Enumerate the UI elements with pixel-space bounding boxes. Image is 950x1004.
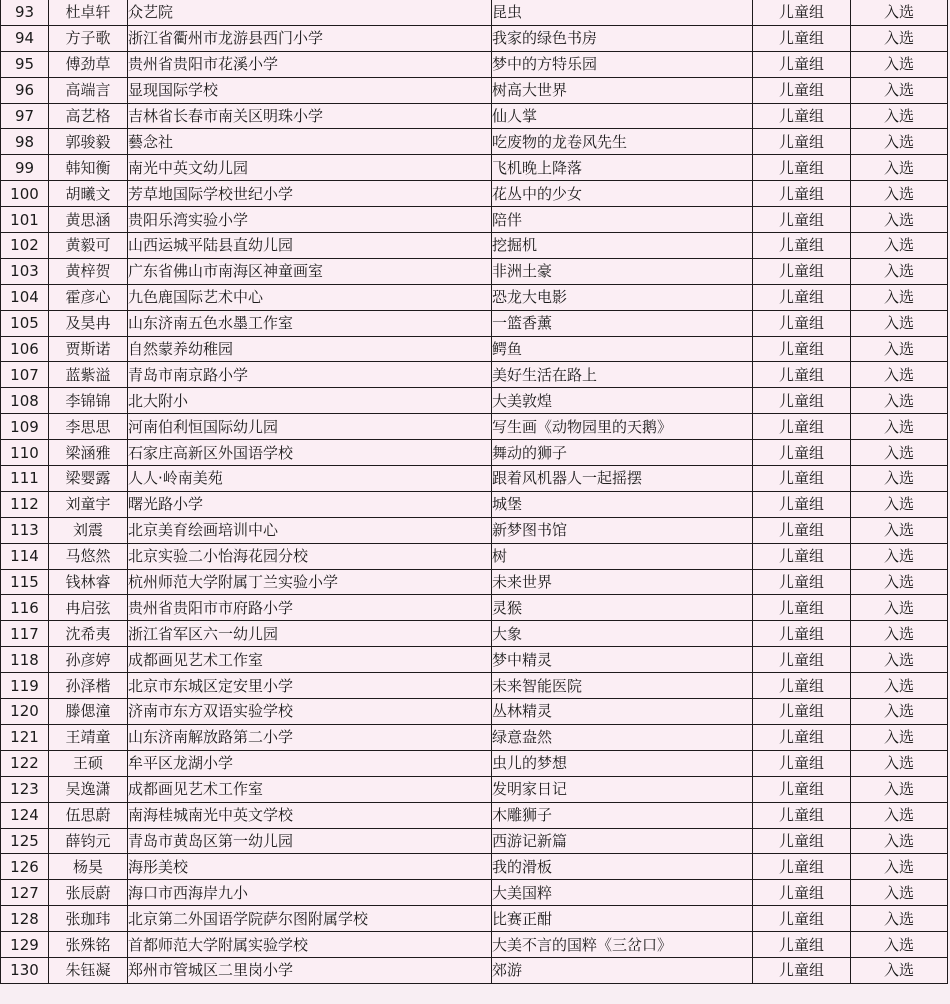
artwork-title: 树高大世界 (492, 77, 753, 103)
table-row (1, 181, 948, 207)
entry-number: 115 (1, 569, 49, 595)
student-name: 马悠然 (49, 543, 128, 569)
school-name: 显现国际学校 (128, 77, 492, 103)
artwork-title: 我的滑板 (492, 854, 753, 880)
age-group: 儿童组 (753, 724, 851, 750)
table-row (1, 932, 948, 958)
entry-number: 102 (1, 233, 49, 259)
selection-result: 入选 (851, 103, 948, 129)
selection-result: 入选 (851, 880, 948, 906)
entry-number: 97 (1, 103, 49, 129)
age-group: 儿童组 (753, 776, 851, 802)
entry-number: 108 (1, 388, 49, 414)
school-name: 济南市东方双语实验学校 (128, 699, 492, 725)
student-name: 郭骏毅 (49, 129, 128, 155)
selection-result: 入选 (851, 699, 948, 725)
artwork-title: 非洲土豪 (492, 258, 753, 284)
selection-result: 入选 (851, 362, 948, 388)
student-name: 方子歌 (49, 25, 128, 51)
artwork-title: 一篮香薰 (492, 310, 753, 336)
entry-number: 124 (1, 802, 49, 828)
age-group: 儿童组 (753, 595, 851, 621)
table-row (1, 0, 948, 25)
artwork-title: 梦中精灵 (492, 647, 753, 673)
entry-number: 94 (1, 25, 49, 51)
age-group: 儿童组 (753, 258, 851, 284)
school-name: 海彤美校 (128, 854, 492, 880)
artwork-title: 大美不言的国粹《三岔口》 (492, 932, 753, 958)
selection-result: 入选 (851, 0, 948, 25)
entry-number: 101 (1, 207, 49, 233)
school-name: 北京第二外国语学院萨尔图附属学校 (128, 906, 492, 932)
age-group: 儿童组 (753, 155, 851, 181)
student-name: 王靖童 (49, 724, 128, 750)
age-group: 儿童组 (753, 569, 851, 595)
selection-result: 入选 (851, 129, 948, 155)
selection-result: 入选 (851, 440, 948, 466)
entry-number: 113 (1, 517, 49, 543)
artwork-title: 仙人掌 (492, 103, 753, 129)
table-row (1, 957, 948, 983)
selection-result: 入选 (851, 491, 948, 517)
table-row (1, 906, 948, 932)
entry-number: 103 (1, 258, 49, 284)
table-row (1, 750, 948, 776)
artwork-title: 大美敦煌 (492, 388, 753, 414)
selection-result: 入选 (851, 284, 948, 310)
school-name: 自然蒙养幼稚园 (128, 336, 492, 362)
age-group: 儿童组 (753, 25, 851, 51)
school-name: 北京实验二小怡海花园分校 (128, 543, 492, 569)
student-name: 高端言 (49, 77, 128, 103)
selection-result: 入选 (851, 181, 948, 207)
school-name: 贵州省贵阳市花溪小学 (128, 51, 492, 77)
age-group: 儿童组 (753, 310, 851, 336)
artwork-title: 未来智能医院 (492, 673, 753, 699)
selection-result: 入选 (851, 543, 948, 569)
age-group: 儿童组 (753, 0, 851, 25)
age-group: 儿童组 (753, 491, 851, 517)
age-group: 儿童组 (753, 51, 851, 77)
entry-number: 107 (1, 362, 49, 388)
school-name: 成都画见艺术工作室 (128, 776, 492, 802)
school-name: 山东济南解放路第二小学 (128, 724, 492, 750)
school-name: 浙江省军区六一幼儿园 (128, 621, 492, 647)
selection-result: 入选 (851, 336, 948, 362)
artwork-title: 大美国粹 (492, 880, 753, 906)
student-name: 黄梓贺 (49, 258, 128, 284)
school-name: 贵阳乐湾实验小学 (128, 207, 492, 233)
entry-number: 109 (1, 414, 49, 440)
age-group: 儿童组 (753, 362, 851, 388)
selection-result: 入选 (851, 310, 948, 336)
student-name: 黄毅可 (49, 233, 128, 259)
table-row (1, 854, 948, 880)
table-row (1, 51, 948, 77)
artwork-title: 吃废物的龙卷风先生 (492, 129, 753, 155)
school-name: 北京美育绘画培训中心 (128, 517, 492, 543)
table-row (1, 129, 948, 155)
table-row (1, 828, 948, 854)
student-name: 梁涵雅 (49, 440, 128, 466)
student-name: 孙彦婷 (49, 647, 128, 673)
selection-result: 入选 (851, 673, 948, 699)
artwork-title: 郊游 (492, 957, 753, 983)
school-name: 郑州市管城区二里岗小学 (128, 957, 492, 983)
student-name: 张辰蔚 (49, 880, 128, 906)
selection-result: 入选 (851, 517, 948, 543)
table-row (1, 880, 948, 906)
student-name: 傅劲草 (49, 51, 128, 77)
selection-result: 入选 (851, 647, 948, 673)
table-row (1, 595, 948, 621)
age-group: 儿童组 (753, 207, 851, 233)
selection-result: 入选 (851, 776, 948, 802)
table-row (1, 621, 948, 647)
school-name: 众艺院 (128, 0, 492, 25)
school-name: 青岛市南京路小学 (128, 362, 492, 388)
student-name: 王硕 (49, 750, 128, 776)
table-row (1, 233, 948, 259)
student-name: 朱钰凝 (49, 957, 128, 983)
entry-number: 95 (1, 51, 49, 77)
student-name: 贾斯诺 (49, 336, 128, 362)
entry-number: 93 (1, 0, 49, 25)
table-row (1, 155, 948, 181)
artwork-title: 未来世界 (492, 569, 753, 595)
student-name: 黄思涵 (49, 207, 128, 233)
table-row (1, 414, 948, 440)
selection-result: 入选 (851, 854, 948, 880)
artwork-title: 梦中的方特乐园 (492, 51, 753, 77)
entry-number: 105 (1, 310, 49, 336)
entry-number: 99 (1, 155, 49, 181)
student-name: 霍彦心 (49, 284, 128, 310)
school-name: 九色鹿国际艺术中心 (128, 284, 492, 310)
entry-number: 117 (1, 621, 49, 647)
entry-number: 112 (1, 491, 49, 517)
age-group: 儿童组 (753, 854, 851, 880)
selection-result: 入选 (851, 233, 948, 259)
student-name: 杨昊 (49, 854, 128, 880)
student-name: 刘童宇 (49, 491, 128, 517)
selection-result: 入选 (851, 77, 948, 103)
age-group: 儿童组 (753, 103, 851, 129)
table-row (1, 699, 948, 725)
school-name: 青岛市黄岛区第一幼儿园 (128, 828, 492, 854)
entry-number: 116 (1, 595, 49, 621)
school-name: 首都师范大学附属实验学校 (128, 932, 492, 958)
age-group: 儿童组 (753, 181, 851, 207)
entry-number: 111 (1, 466, 49, 492)
age-group: 儿童组 (753, 440, 851, 466)
student-name: 梁婴露 (49, 466, 128, 492)
age-group: 儿童组 (753, 284, 851, 310)
table-row (1, 776, 948, 802)
student-name: 吴逸潇 (49, 776, 128, 802)
entry-number: 126 (1, 854, 49, 880)
age-group: 儿童组 (753, 414, 851, 440)
artwork-title: 挖掘机 (492, 233, 753, 259)
school-name: 牟平区龙湖小学 (128, 750, 492, 776)
school-name: 山西运城平陆县直幼儿园 (128, 233, 492, 259)
school-name: 北大附小 (128, 388, 492, 414)
artwork-title: 我家的绿色书房 (492, 25, 753, 51)
artwork-title: 大象 (492, 621, 753, 647)
entry-number: 119 (1, 673, 49, 699)
school-name: 河南伯利恒国际幼儿园 (128, 414, 492, 440)
table-row (1, 466, 948, 492)
table-row (1, 491, 948, 517)
table-row (1, 336, 948, 362)
artwork-title: 陪伴 (492, 207, 753, 233)
age-group: 儿童组 (753, 77, 851, 103)
table-row (1, 673, 948, 699)
age-group: 儿童组 (753, 129, 851, 155)
student-name: 李思思 (49, 414, 128, 440)
age-group: 儿童组 (753, 466, 851, 492)
student-name: 高艺格 (49, 103, 128, 129)
selection-result: 入选 (851, 906, 948, 932)
school-name: 广东省佛山市南海区神童画室 (128, 258, 492, 284)
entry-number: 96 (1, 77, 49, 103)
table-row (1, 77, 948, 103)
selection-result: 入选 (851, 724, 948, 750)
age-group: 儿童组 (753, 699, 851, 725)
age-group: 儿童组 (753, 802, 851, 828)
school-name: 南光中英文幼儿园 (128, 155, 492, 181)
age-group: 儿童组 (753, 880, 851, 906)
school-name: 曙光路小学 (128, 491, 492, 517)
age-group: 儿童组 (753, 647, 851, 673)
artwork-title: 写生画《动物园里的天鹅》 (492, 414, 753, 440)
student-name: 薛钧元 (49, 828, 128, 854)
artwork-title: 树 (492, 543, 753, 569)
selection-result: 入选 (851, 207, 948, 233)
artwork-title: 舞动的狮子 (492, 440, 753, 466)
artwork-title: 丛林精灵 (492, 699, 753, 725)
school-name: 杭州师范大学附属丁兰实验小学 (128, 569, 492, 595)
entry-number: 121 (1, 724, 49, 750)
table-row (1, 388, 948, 414)
student-name: 张殊铭 (49, 932, 128, 958)
student-name: 及昊冉 (49, 310, 128, 336)
student-name: 胡曦文 (49, 181, 128, 207)
school-name: 人人·岭南美苑 (128, 466, 492, 492)
artwork-title: 美好生活在路上 (492, 362, 753, 388)
school-name: 贵州省贵阳市市府路小学 (128, 595, 492, 621)
selection-result: 入选 (851, 155, 948, 181)
artwork-title: 花丛中的少女 (492, 181, 753, 207)
table-row (1, 802, 948, 828)
artwork-title: 城堡 (492, 491, 753, 517)
artwork-title: 新梦图书馆 (492, 517, 753, 543)
table-row (1, 440, 948, 466)
school-name: 山东济南五色水墨工作室 (128, 310, 492, 336)
table-row (1, 362, 948, 388)
selection-result: 入选 (851, 258, 948, 284)
table-row (1, 258, 948, 284)
age-group: 儿童组 (753, 388, 851, 414)
artwork-title: 发明家日记 (492, 776, 753, 802)
artwork-title: 飞机晚上降落 (492, 155, 753, 181)
student-name: 杜卓轩 (49, 0, 128, 25)
entry-number: 104 (1, 284, 49, 310)
age-group: 儿童组 (753, 543, 851, 569)
age-group: 儿童组 (753, 932, 851, 958)
table-row (1, 25, 948, 51)
entry-number: 120 (1, 699, 49, 725)
table-row (1, 517, 948, 543)
selection-result: 入选 (851, 621, 948, 647)
entry-number: 98 (1, 129, 49, 155)
age-group: 儿童组 (753, 750, 851, 776)
artwork-title: 木雕狮子 (492, 802, 753, 828)
table-row (1, 207, 948, 233)
age-group: 儿童组 (753, 233, 851, 259)
table-row (1, 310, 948, 336)
entry-number: 128 (1, 906, 49, 932)
entry-number: 129 (1, 932, 49, 958)
table-row (1, 724, 948, 750)
selection-result: 入选 (851, 51, 948, 77)
entry-number: 110 (1, 440, 49, 466)
school-name: 海口市西海岸九小 (128, 880, 492, 906)
student-name: 孙泽楷 (49, 673, 128, 699)
school-name: 北京市东城区定安里小学 (128, 673, 492, 699)
age-group: 儿童组 (753, 336, 851, 362)
entry-number: 122 (1, 750, 49, 776)
student-name: 李锦锦 (49, 388, 128, 414)
artwork-title: 虫儿的梦想 (492, 750, 753, 776)
selection-result: 入选 (851, 388, 948, 414)
selection-result: 入选 (851, 414, 948, 440)
selection-result: 入选 (851, 802, 948, 828)
entry-number: 118 (1, 647, 49, 673)
entry-number: 123 (1, 776, 49, 802)
school-name: 藝念社 (128, 129, 492, 155)
age-group: 儿童组 (753, 673, 851, 699)
entry-number: 127 (1, 880, 49, 906)
entry-number: 100 (1, 181, 49, 207)
student-name: 伍思蔚 (49, 802, 128, 828)
selection-result: 入选 (851, 25, 948, 51)
artwork-title: 西游记新篇 (492, 828, 753, 854)
table-row (1, 284, 948, 310)
selection-result: 入选 (851, 595, 948, 621)
selection-result: 入选 (851, 828, 948, 854)
school-name: 芳草地国际学校世纪小学 (128, 181, 492, 207)
entry-number: 106 (1, 336, 49, 362)
age-group: 儿童组 (753, 957, 851, 983)
table-row (1, 103, 948, 129)
student-name: 张珈玮 (49, 906, 128, 932)
entry-number: 114 (1, 543, 49, 569)
artwork-title: 绿意盎然 (492, 724, 753, 750)
selection-result: 入选 (851, 750, 948, 776)
school-name: 浙江省衢州市龙游县西门小学 (128, 25, 492, 51)
table-row (1, 647, 948, 673)
artwork-title: 灵猴 (492, 595, 753, 621)
student-name: 沈希夷 (49, 621, 128, 647)
student-name: 韩知衡 (49, 155, 128, 181)
student-name: 冉启弦 (49, 595, 128, 621)
selection-result: 入选 (851, 957, 948, 983)
entry-number: 130 (1, 957, 49, 983)
table-row (1, 543, 948, 569)
artwork-title: 跟着风机器人一起摇摆 (492, 466, 753, 492)
student-name: 滕偲潼 (49, 699, 128, 725)
age-group: 儿童组 (753, 621, 851, 647)
age-group: 儿童组 (753, 517, 851, 543)
age-group: 儿童组 (753, 828, 851, 854)
artwork-title: 比赛正酣 (492, 906, 753, 932)
table-body (1, 0, 948, 983)
student-name: 刘震 (49, 517, 128, 543)
school-name: 石家庄高新区外国语学校 (128, 440, 492, 466)
student-name: 蓝紫溢 (49, 362, 128, 388)
school-name: 吉林省长春市南关区明珠小学 (128, 103, 492, 129)
table-row (1, 569, 948, 595)
artwork-title: 鳄鱼 (492, 336, 753, 362)
selection-result: 入选 (851, 569, 948, 595)
student-name: 钱林睿 (49, 569, 128, 595)
school-name: 成都画见艺术工作室 (128, 647, 492, 673)
school-name: 南海桂城南光中英文学校 (128, 802, 492, 828)
artwork-title: 恐龙大电影 (492, 284, 753, 310)
selection-result: 入选 (851, 932, 948, 958)
age-group: 儿童组 (753, 906, 851, 932)
artwork-title: 昆虫 (492, 0, 753, 25)
entry-number: 125 (1, 828, 49, 854)
selection-result: 入选 (851, 466, 948, 492)
